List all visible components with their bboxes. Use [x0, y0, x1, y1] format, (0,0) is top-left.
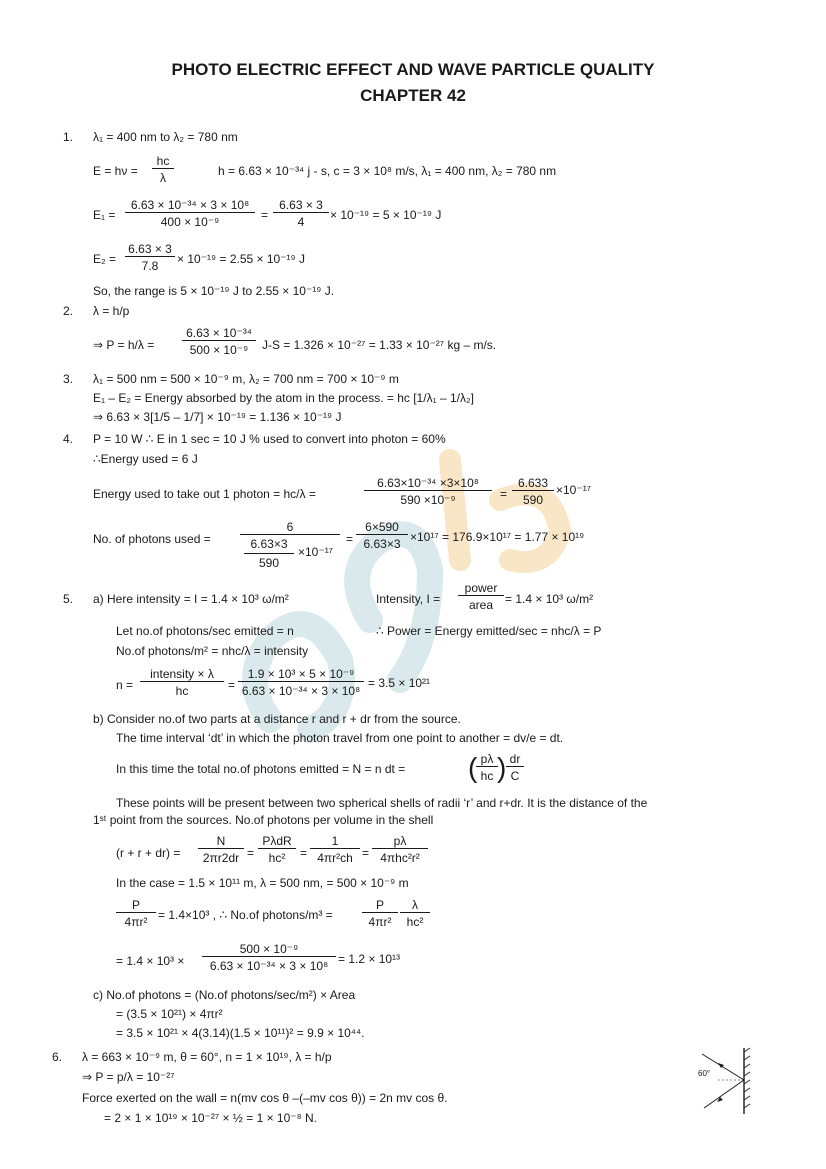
- q1-number: 1.: [63, 130, 74, 144]
- q1-range: So, the range is 5 × 10⁻¹⁹ J to 2.55 × 10⁻¹⁹ J.: [93, 284, 335, 298]
- q4-line1: P = 10 W ∴ E in 1 sec = 10 J % used to convert into photon = 60%: [93, 432, 446, 446]
- q2-p-rhs: J-S = 1.326 × 10⁻²⁷ = 1.33 × 10⁻²⁷ kg – m/s.: [262, 338, 497, 352]
- q5-b-line5: 1ˢᵗ point from the sources. No.of photons per volume in the shell: [93, 813, 434, 827]
- q5-b-line1: b) Consider no.of two parts at a distance r and r + dr from the source.: [93, 712, 461, 726]
- q1-line1: λ₁ = 400 nm to λ₂ = 780 nm: [93, 130, 238, 144]
- q1-e1-fraction-2: $\frac{6.63 \times 3}{4}$: [273, 198, 329, 229]
- q5-n-fraction-1: intensity × λ hc: [140, 667, 224, 698]
- q4-eu-lhs: Energy used to take out 1 photon = hc/λ =: [93, 487, 316, 501]
- q5-b6-fraction-1: $\frac{N}{2\pi r2dr}$: [198, 834, 244, 865]
- q5-n-equals: =: [228, 678, 236, 692]
- q4-line2: ∴Energy used = 6 J: [93, 452, 198, 466]
- q3-line2: E₁ – E₂ = Energy absorbed by the atom in the process. = hc [1/λ₁ – 1/λ₂]: [93, 391, 474, 405]
- q4-np-fraction-1: 6 6.63×3 590 ×10⁻¹⁷: [240, 520, 340, 569]
- q6-line1: λ = 663 × 10⁻⁹ m, θ = 60°, n = 1 × 10¹⁹, λ = h/p: [82, 1050, 332, 1064]
- q5-b6-lhs: (r + r + dr) =: [116, 846, 181, 860]
- q5-a-line3: No.of photons/m² = nhc/λ = intensity: [116, 644, 309, 658]
- q1-e2-fraction: $\frac{6.63 \times 3}{7.8}$: [125, 242, 175, 273]
- q5-b8-fraction-2: $\frac{P}{\text{4πr²}}$: [362, 898, 398, 929]
- chapter-heading: CHAPTER 42: [360, 86, 466, 105]
- q1-e1-fraction-1: $\frac{\text{6.63 × 10⁻³⁴ × 3 × 10⁸}}{\text{400 × 10⁻⁹}}$: [125, 198, 255, 229]
- q5-b-paren: (: [468, 752, 478, 783]
- watermark-logo: [230, 420, 610, 760]
- q6-line4: = 2 × 1 × 10¹⁹ × 10⁻²⁷ × ½ = 1 × 10⁻⁸ N.: [104, 1111, 318, 1125]
- q4-eu-fraction-1: $\frac{\text{6.63×10⁻³⁴ ×3×10⁸}}{\text{590 ×10⁻⁹}}$: [364, 476, 492, 507]
- q5-n-fraction-2: $\frac{\text{1.9 × 10³ × 5 × 10⁻⁹}}{\text{6.63 × 10⁻³⁴ × 3 × 10⁸}}$: [238, 667, 364, 698]
- q5-b9-rhs: = 1.2 × 10¹³: [338, 952, 401, 966]
- q5-n-rhs: = 3.5 × 10²¹: [368, 676, 431, 690]
- q5-b6-fraction-2: PλdR hc²: [258, 834, 296, 865]
- q5-b8-fraction: $\frac{P}{\text{4πr²}}$: [116, 898, 156, 929]
- q5-number: 5.: [63, 592, 74, 606]
- q5-a-rhs: = 1.4 × 10³ ω/m²: [505, 592, 594, 606]
- q4-np-lhs: No. of photons used =: [93, 532, 211, 546]
- q6-line2: ⇒ P = p/λ = 10⁻²⁷: [82, 1070, 175, 1084]
- q5-b6-eq1: =: [247, 846, 255, 860]
- q5-a-line1: a) Here intensity = I = 1.4 × 10³ ω/m²: [93, 592, 289, 606]
- q5-b-fraction-1: $\frac{p\lambda}{hc}$: [476, 752, 498, 783]
- reflection-diagram: [694, 1046, 758, 1118]
- q5-b6-fraction-3: $\frac{1}{\text{4πr²ch}}$: [310, 834, 360, 865]
- q5-b-paren-close: ): [497, 752, 507, 783]
- q3-number: 3.: [63, 372, 74, 386]
- q5-n-lhs: n =: [116, 678, 134, 692]
- q4-np-equals: =: [346, 532, 354, 546]
- q2-line1: λ = h/p: [93, 304, 130, 318]
- q1-e-rhs: h = 6.63 × 10⁻³⁴ j - s, c = 3 × 10⁸ m/s, λ₁ = 400 nm, λ₂ = 780 nm: [218, 164, 557, 178]
- q3-line1: λ₁ = 500 nm = 500 × 10⁻⁹ m, λ₂ = 700 nm = 700 × 10⁻⁹ m: [93, 372, 399, 386]
- q3-line3: ⇒ 6.63 × 3[1/5 – 1/7] × 10⁻¹⁹ = 1.136 × 10⁻¹⁹ J: [93, 410, 342, 424]
- q5-b-line4: These points will be present between two spherical shells of radii ‘r’ and r+dr. It is the distance of the: [116, 796, 648, 810]
- q4-np-fraction-2: $\frac{6\times 590}{6.63\times 3}$: [356, 520, 408, 551]
- q1-e-fraction: $\frac{hc}{\lambda}$: [152, 154, 174, 185]
- q5-b8-mid: = 1.4×10³ , ∴ No.of photons/m³ =: [158, 908, 333, 922]
- q5-a-line2b: ∴ Power = Energy emitted/sec = nhc/λ = P: [376, 624, 602, 638]
- q1-e-lhs: E = hν =: [93, 164, 138, 178]
- q5-c-line3: = 3.5 × 10²¹ × 4(3.14)(1.5 × 10¹¹)² = 9.9 × 10⁴⁴.: [116, 1026, 365, 1040]
- q5-b8-fraction-3: $\frac{\lambda}{\text{hc²}}$: [400, 898, 430, 929]
- angle-label: 60°: [698, 1069, 711, 1078]
- q1-e1-equals: =: [261, 208, 269, 222]
- page-title: PHOTO ELECTRIC EFFECT AND WAVE PARTICLE QUALITY: [171, 60, 655, 79]
- q6-number: 6.: [52, 1050, 63, 1064]
- q5-c-line2: = (3.5 × 10²¹) × 4πr²: [116, 1007, 223, 1021]
- q2-p-fraction: $\frac{\text{6.63 × 10⁻³⁴}}{\text{500 × 10⁻⁹}}$: [182, 326, 256, 357]
- q1-e1-rhs: × 10⁻¹⁹ = 5 × 10⁻¹⁹ J: [330, 208, 442, 222]
- q5-b9-fraction: $\frac{\text{500 × 10⁻⁹}}{\text{6.63 × 10⁻³⁴ × 3 × 10⁸}}$: [202, 942, 336, 973]
- q4-number: 4.: [63, 432, 74, 446]
- q5-b6-eq3: =: [362, 846, 370, 860]
- q4-np-rhs: ×10¹⁷ = 176.9×10¹⁷ = 1.77 × 10¹⁹: [410, 530, 585, 544]
- q6-line3: Force exerted on the wall = n(mv cos θ –(–mv cos θ)) = 2n mv cos θ.: [82, 1091, 448, 1105]
- q5-b-line3: In this time the total no.of photons emitted = N = n dt =: [116, 762, 406, 776]
- q5-b6-fraction-4: pλ 4πhc²r²: [372, 834, 428, 865]
- q5-b-line2: The time interval ‘dt’ in which the photon travel from one point to another = dv/e = dt.: [116, 731, 564, 745]
- q5-a-intensity: Intensity, I =: [376, 592, 441, 606]
- q4-eu-fraction-2: $\frac{6.633}{590}$: [512, 476, 554, 507]
- q1-e2-rhs: × 10⁻¹⁹ = 2.55 × 10⁻¹⁹ J: [177, 252, 306, 266]
- q2-number: 2.: [63, 304, 74, 318]
- q5-b6-eq2: =: [300, 846, 308, 860]
- q1-e2-lhs: E₂ =: [93, 252, 117, 266]
- q5-b-fraction-2: $\frac{dr}{C}$: [506, 752, 524, 783]
- q5-a-line2: Let no.of photons/sec emitted = n: [116, 624, 294, 638]
- q5-c-line1: c) No.of photons = (No.of photons/sec/m²) × Area: [93, 988, 356, 1002]
- q2-p-lhs: ⇒ P = h/λ =: [93, 338, 155, 352]
- q4-eu-equals: =: [500, 487, 508, 501]
- q5-b9-lhs: = 1.4 × 10³ ×: [116, 954, 185, 968]
- q4-eu-rhs: ×10⁻¹⁷: [556, 483, 592, 497]
- q1-e1-lhs: E₁ =: [93, 208, 116, 222]
- q5-b-line7: In the case = 1.5 × 10¹¹ m, λ = 500 nm, = 500 × 10⁻⁹ m: [116, 876, 409, 890]
- q5-a-fraction: power area: [458, 581, 504, 612]
